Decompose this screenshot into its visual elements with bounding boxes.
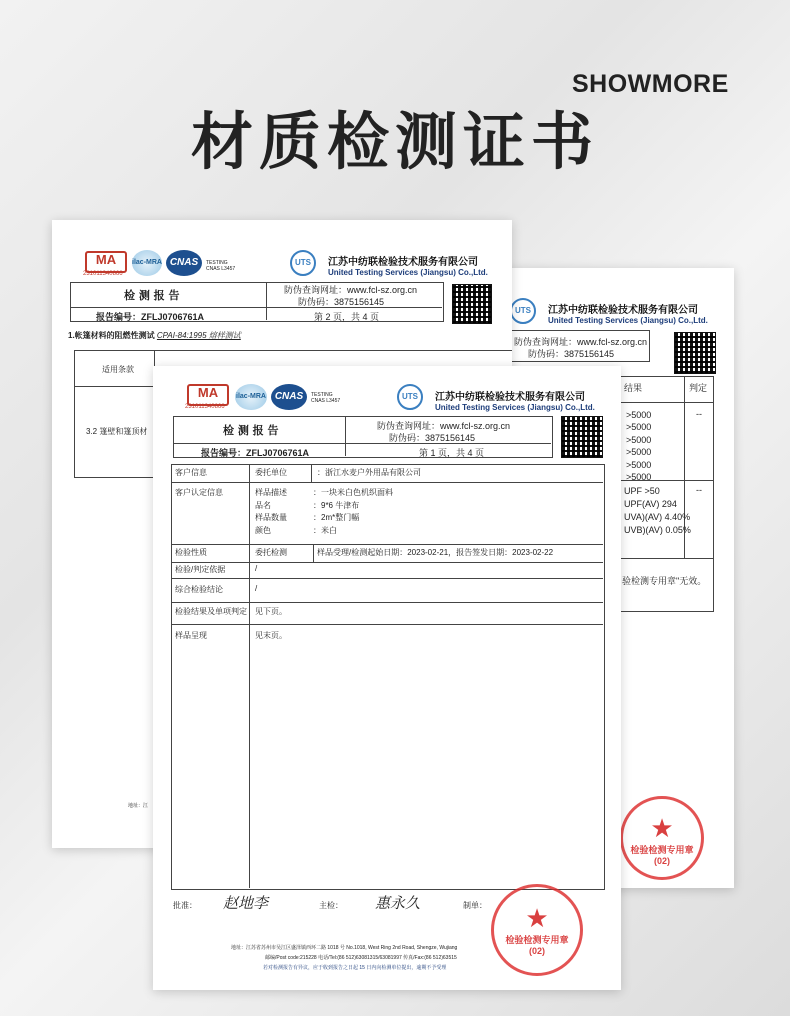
clause-text: 3.2 篷壁和篷顶材 [86, 427, 148, 436]
judge-2: -- [696, 485, 702, 495]
uts-logo-icon: UTS [397, 384, 423, 410]
row-label-results: 检验结果及单项判定 [175, 607, 247, 616]
approve-label: 批准： [173, 901, 197, 910]
row-label-sample-photo: 样品呈现 [175, 631, 207, 640]
cma-number: 231011340866 [185, 404, 225, 410]
row-key-client: 委托单位 [255, 468, 287, 477]
cma-logo-icon: MA [187, 384, 229, 406]
row-label-sample: 客户认定信息 [175, 488, 223, 497]
row-value-dates: 样品受理/检测起始日期：2023-02-21，报告签发日期：2023-02-22 [317, 548, 554, 557]
qr-code [561, 416, 603, 458]
header-judge: 判定 [689, 383, 708, 393]
footer-note: 若对检测报告有异议，应于收到报告之日起 15 日内向检测单位提出，逾期不予受理 [263, 965, 447, 971]
company-name-cn: 江苏中纺联检验技术服务有限公司 [435, 392, 585, 403]
upf-values: UPF >50 UPF(AV) 294 UVA)(AV) 4.40% UVB)(AV) 0.05% [624, 486, 691, 535]
footer-contact: 邮编/Post code:215228 电话/Tel:(86 512)63081315/63081997 传真/Fax:(86 512)63515 [265, 955, 457, 961]
verify-site: 防伪查询网址：www.fcl-sz.org.cn [377, 421, 511, 431]
ilac-logo-icon: ilac-MRA [235, 384, 267, 410]
qr-code [674, 332, 716, 374]
row-value-sample-photo: 见末页。 [255, 631, 287, 640]
report-number: 报告编号：ZFLJ0706761A [201, 448, 310, 458]
company-name-en: United Testing Services (Jiangsu) Co.,Ltd. [548, 316, 708, 325]
cnas-caption: TESTING CNAS L3457 [311, 392, 341, 404]
company-name-cn: 江苏中纺联检验技术服务有限公司 [548, 305, 698, 316]
uts-logo-icon: UTS [510, 298, 536, 324]
report-page-1 [153, 366, 621, 990]
sample-values: ：一块米白色机织面料 ：9*6 牛津布 ：2m*整门幅 ：米白 [313, 488, 393, 535]
uts-logo-icon: UTS [290, 250, 316, 276]
red-stamp: ★ 检验检测专用章 (02) [491, 884, 583, 976]
row-value-results: 见下页。 [255, 607, 287, 616]
sample-keys: 样品描述 品名 样品数量 颜色 [255, 488, 287, 535]
qr-code [452, 284, 492, 324]
cnas-logo-icon: CNAS [271, 384, 307, 410]
header-result: 结果 [624, 383, 643, 393]
col-clause: 适用条款 [102, 365, 134, 374]
row-key-nature: 委托检测 [255, 548, 287, 557]
row-value-basis: / [255, 564, 258, 573]
test-title: 1.帐篷材料的阻燃性测试 CPAI-84:1995 熔样测试 [68, 331, 241, 340]
ilac-logo-icon: ilac-MRA [132, 250, 162, 276]
cma-logo-icon: MA [85, 251, 127, 273]
brand-logo: SHOWMORE [572, 70, 729, 98]
page-title: 材质检测证书 [190, 105, 599, 178]
red-stamp: ★ 检验检测专用章 (02) [620, 796, 704, 880]
result-values: >5000 >5000 >5000 >5000 >5000 >5000 [626, 410, 652, 483]
verify-site: 防伪查询网址：www.fcl-sz.org.cn [284, 285, 418, 295]
row-label-conclusion: 综合检验结论 [175, 585, 223, 594]
report-number: 报告编号：ZFLJ0706761A [96, 312, 205, 322]
footer-address: 地址：江 [128, 803, 149, 809]
maker-label: 制单： [463, 901, 487, 910]
report-title: 检 测 报 告 [223, 424, 279, 437]
row-label-client: 客户信息 [175, 468, 207, 477]
company-name-cn: 江苏中纺联检验技术服务有限公司 [328, 257, 478, 268]
row-value-conclusion: / [255, 584, 258, 593]
stamp-note: 验检测专用章"无效。 [622, 576, 707, 586]
verify-code: 防伪码：3875156145 [389, 433, 476, 443]
verify-code: 防伪码：3875156145 [298, 297, 385, 307]
judge-1: -- [696, 409, 702, 419]
verify-code: 防伪码：3875156145 [528, 349, 615, 359]
row-label-nature: 检验性质 [175, 548, 207, 557]
row-value-client: ：浙江水麦户外用品有限公司 [317, 468, 421, 477]
cma-number: 231011340866 [83, 271, 123, 277]
audit-label: 主检： [319, 901, 343, 910]
company-name-en: United Testing Services (Jiangsu) Co.,Ltd. [328, 268, 488, 277]
cnas-logo-icon: CNAS [166, 250, 202, 276]
footer-address: 地址：江苏省苏州市吴江区盛泽镇西环二路 1018 号 No.1018, West Ring 2nd Road, Shengze, Wujiang [231, 945, 458, 951]
page-number: 第 1 页，共 4 页 [419, 448, 485, 458]
approve-signature: 赵地李 [223, 894, 269, 912]
verify-site: 防伪查询网址：www.fcl-sz.org.cn [514, 337, 648, 347]
row-label-basis: 检验/判定依据 [175, 565, 226, 574]
report-title: 检 测 报 告 [124, 289, 180, 302]
page-number: 第 2 页，共 4 页 [314, 312, 380, 322]
cnas-caption: TESTING CNAS L3457 [206, 260, 236, 272]
company-name-en: United Testing Services (Jiangsu) Co.,Ltd. [435, 403, 595, 412]
audit-signature: 惠永久 [375, 894, 421, 912]
